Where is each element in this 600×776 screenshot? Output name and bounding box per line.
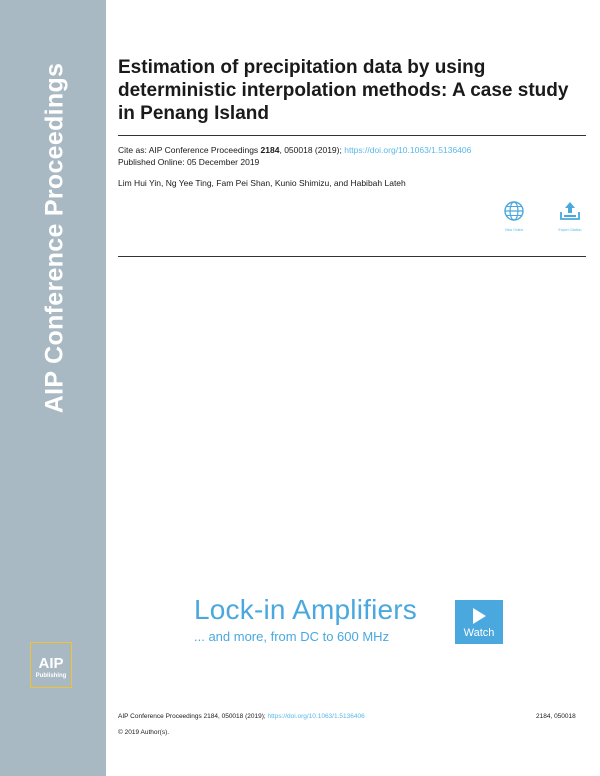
copyright: © 2019 Author(s). bbox=[118, 729, 170, 736]
footer-reference: 2184, 050018 bbox=[536, 713, 576, 720]
published-date: Published Online: 05 December 2019 bbox=[118, 157, 260, 167]
doi-link[interactable]: https://doi.org/10.1063/1.5136406 bbox=[344, 145, 472, 155]
author-list: Lim Hui Yin, Ng Yee Ting, Fam Pei Shan, Kunio Shimizu, and Habibah Lateh bbox=[118, 178, 406, 188]
journal-sidebar bbox=[0, 0, 106, 776]
ad-subheading[interactable]: ... and more, from DC to 600 MHz bbox=[194, 629, 390, 644]
citation-line bbox=[118, 145, 471, 156]
globe-icon bbox=[503, 200, 525, 222]
citation-suffix: , 050018 (2019); bbox=[279, 145, 345, 155]
export-icon bbox=[558, 200, 582, 222]
logo-text-publishing: Publishing bbox=[35, 673, 67, 679]
citation-prefix: Cite as: AIP Conference Proceedings bbox=[118, 145, 261, 155]
footer-citation bbox=[118, 712, 365, 721]
export-citation-button[interactable] bbox=[550, 200, 590, 232]
header-bottom-divider bbox=[118, 256, 586, 257]
view-online-label: View Online bbox=[504, 228, 524, 232]
view-online-button[interactable] bbox=[494, 200, 534, 232]
logo-text-aip: AIP bbox=[38, 655, 64, 672]
export-citation-label: Export Citation bbox=[558, 228, 582, 232]
ad-heading[interactable]: Lock-in Amplifiers bbox=[194, 594, 418, 625]
watch-label: Watch bbox=[463, 627, 495, 639]
aip-publishing-logo[interactable] bbox=[30, 642, 72, 688]
watch-button[interactable] bbox=[455, 600, 503, 644]
footer-doi-link[interactable]: https://doi.org/10.1063/1.5136406 bbox=[267, 713, 365, 720]
play-icon bbox=[470, 607, 488, 625]
journal-name: AIP Conference Proceedings bbox=[40, 62, 69, 414]
citation-volume: 2184 bbox=[260, 145, 280, 155]
footer-citation-text: AIP Conference Proceedings 2184, 050018 (2019); bbox=[118, 713, 268, 720]
article-title: Estimation of precipitation data by using deterministic interpolation methods: A case study in Penang Island bbox=[118, 57, 569, 124]
title-divider bbox=[118, 135, 586, 136]
